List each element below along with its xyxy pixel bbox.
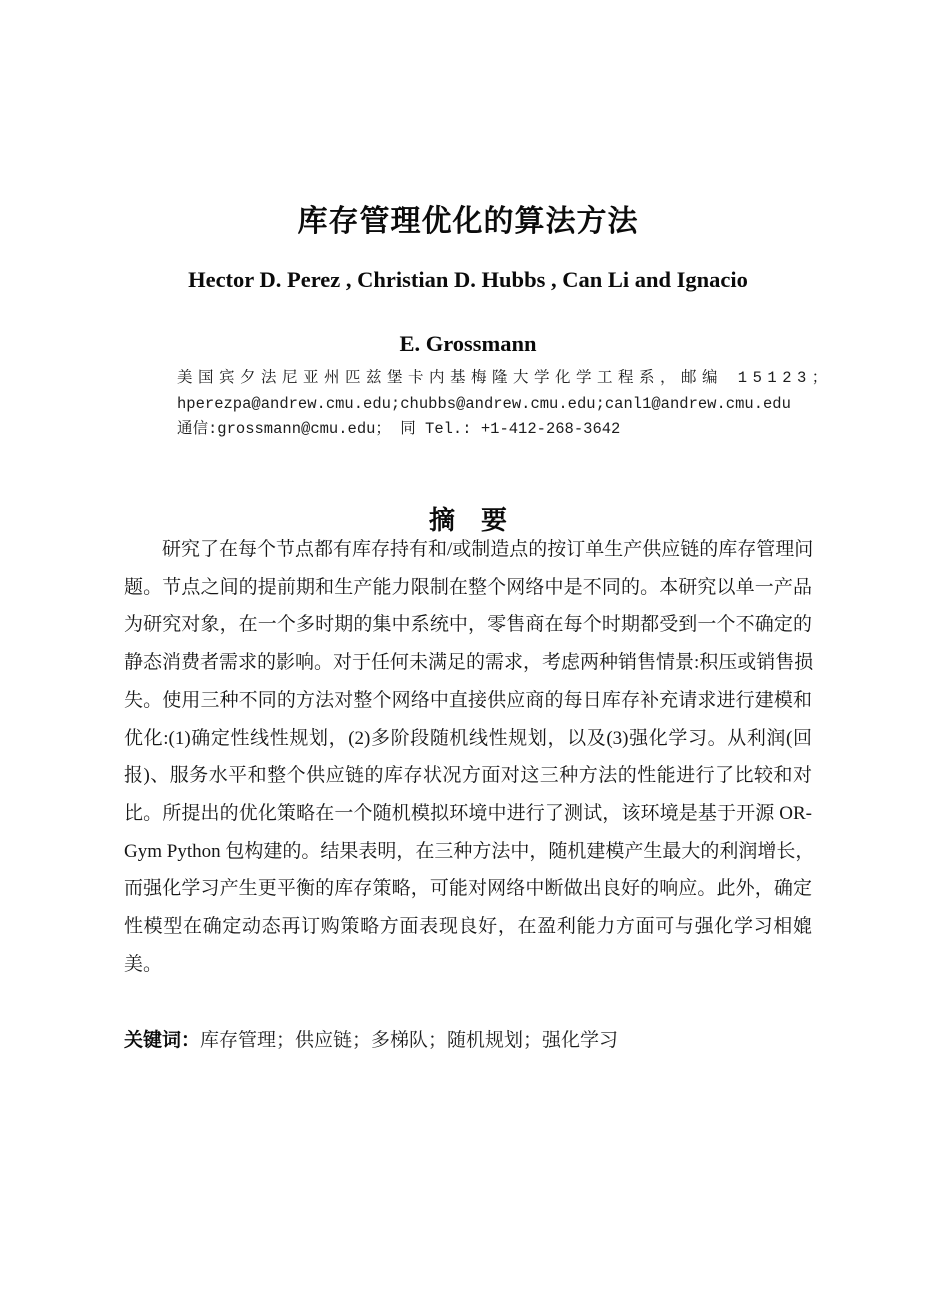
abstract-line: 为研究对象，在一个多时期的集中系统中，零售商在每个时期都受到一个不确定的 (124, 614, 812, 636)
affiliation-contact: 通信:grossmann@cmu.edu； 同 Tel.: +1-412-268-3642 (177, 420, 621, 438)
abstract-line: 失。使用三种不同的方法对整个网络中直接供应商的每日库存补充请求进行建模和 (124, 689, 812, 711)
keywords-text: 库存管理；供应链；多梯队；随机规划；强化学习 (200, 1030, 619, 1051)
abstract-line: 美。 (124, 953, 163, 975)
affiliation-emails: hperezpa@andrew.cmu.edu;chubbs@andrew.cmu.edu;canl1@andrew.cmu.edu (177, 394, 791, 413)
abstract-line: 静态消费者需求的影响。对于任何未满足的需求，考虑两种销售情景:积压或销售损 (124, 652, 814, 674)
abstract-line: 而强化学习产生更平衡的库存策略，可能对网络中断做出良好的响应。此外，确定 (124, 878, 812, 900)
abstract-line: Gym Python 包构建的。结果表明，在三种方法中，随机建模产生最大的利润增长， (124, 840, 815, 862)
abstract-line: 研究了在每个节点都有库存持有和/或制造点的按订单生产供应链的库存管理问 (162, 539, 814, 560)
keywords-label: 关键词： (124, 1030, 201, 1051)
abstract-paragraph (124, 531, 815, 983)
abstract-line: 题。节点之间的提前期和生产能力限制在整个网络中是不同的。本研究以单一产品 (124, 576, 812, 598)
abstract-line: 性模型在确定动态再订购策略方面表现良好，在盈利能力方面可与强化学习相媲 (124, 916, 812, 938)
affiliation-block (177, 366, 833, 443)
abstract-line: 优化:(1)确定性线性规划，(2)多阶段随机线性规划，以及(3)强化学习。从利润(回 (124, 727, 812, 749)
author-block (84, 248, 852, 376)
affiliation-address: 美国宾夕法尼亚州匹兹堡卡内基梅隆大学化学工程系，邮编 15123； (177, 369, 833, 387)
abstract-line: 报)、服务水平和整个供应链的库存状况方面对这三种方法的性能进行了比较和对 (124, 765, 812, 787)
author-line-1: Hector D. Perez , Christian D. Hubbs , Can Li and Ignacio (188, 267, 748, 292)
abstract-heading: 摘 要 (428, 504, 507, 535)
author-line-2: E. Grossmann (399, 331, 537, 356)
paper-title: 库存管理优化的算法方法 (297, 205, 639, 239)
keywords-line (124, 1026, 812, 1056)
abstract-line: 比。所提出的优化策略在一个随机模拟环境中进行了测试，该环境是基于开源 OR- (124, 802, 812, 824)
